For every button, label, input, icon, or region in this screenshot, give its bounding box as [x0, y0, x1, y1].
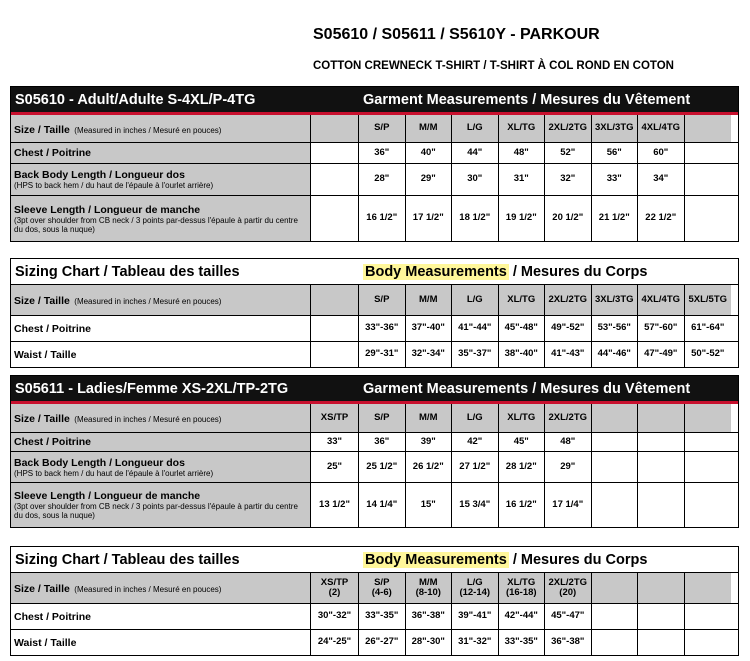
value-cell: 36": [359, 433, 406, 451]
table-row: [11, 433, 738, 452]
size-cell: XL/TG: [499, 285, 546, 315]
value-cell: 20 1/2": [545, 196, 592, 241]
size-cell: 2XL/2TG: [545, 115, 592, 142]
garment-measurements-title: Garment Measurements / Mesures du Vêtement: [363, 91, 691, 108]
size-row-label: Size / Taille (Measured in inches / Mesuré en pouces): [11, 285, 311, 315]
youth-body-header: [11, 547, 738, 573]
value-cell: 48": [499, 143, 546, 163]
value-cell: 37"-40": [406, 316, 453, 341]
value-cell: 50"-52": [691, 348, 725, 360]
table-row: [11, 342, 738, 367]
value-cell: 13 1/2": [311, 483, 359, 527]
chest-row-label: Chest / Poitrine: [11, 316, 311, 341]
value-cell: 45"-48": [499, 316, 546, 341]
value-cell: 44"-46": [592, 342, 639, 367]
value-cell: 41"-43": [545, 342, 592, 367]
value-cell: 22 1/2": [638, 196, 685, 241]
size-row-label: Size / Taille (Measured in inches / Mesuré en pouces): [11, 573, 311, 603]
value-cell: 30"-32": [311, 604, 359, 629]
value-cell: 33"-35": [499, 630, 546, 655]
size-cell: 5XL/5TG: [685, 285, 732, 315]
adult-body-table: [10, 258, 739, 368]
size-cell: 3XL/3TG: [592, 115, 639, 142]
value-cell: 33"-35": [359, 604, 406, 629]
size-cell: L/G (12-14): [452, 573, 499, 603]
value-cell: 39": [406, 433, 453, 451]
size-cell: L/G: [452, 404, 499, 432]
value-cell: 16 1/2": [359, 196, 406, 241]
chest-row-label: Chest / Poitrine: [11, 143, 311, 163]
value-cell: 40": [406, 143, 453, 163]
size-cell: XL/TG (16-18): [499, 573, 546, 603]
table-row: [11, 573, 738, 604]
sizing-chart-title: Sizing Chart / Tableau des tailles: [15, 263, 240, 280]
size-cell: XS/TP: [311, 404, 359, 432]
value-cell: 33"-36": [359, 316, 406, 341]
value-cell: 45"-47": [545, 604, 592, 629]
size-cell: M/M: [406, 115, 453, 142]
size-cell: 4XL/4TG: [638, 285, 685, 315]
table-row: [11, 196, 738, 241]
size-cell: M/M: [406, 404, 453, 432]
value-cell: 49"-52": [545, 316, 592, 341]
value-cell: 26"-27": [359, 630, 406, 655]
table-row: [11, 115, 738, 143]
size-cell: S/P (4-6): [359, 573, 406, 603]
value-cell: 31": [499, 164, 546, 195]
value-cell: 21 1/2": [592, 196, 639, 241]
value-cell: 25": [311, 452, 359, 482]
value-cell: 18 1/2": [452, 196, 499, 241]
table-row: [11, 452, 738, 483]
size-cell: XS/TP (2): [311, 573, 359, 603]
value-cell: 17 1/4": [545, 483, 592, 527]
size-cell: M/M (8-10): [406, 573, 453, 603]
value-cell: 16 1/2": [499, 483, 546, 527]
value-cell: 45": [499, 433, 546, 451]
value-cell: 48": [545, 433, 592, 451]
value-cell: 36": [359, 143, 406, 163]
value-cell: 30": [452, 164, 499, 195]
value-cell: 19 1/2": [499, 196, 546, 241]
value-cell: 28": [359, 164, 406, 195]
value-cell: 31"-32": [452, 630, 499, 655]
value-cell: 35"-37": [452, 342, 499, 367]
value-cell: 41"-44": [452, 316, 499, 341]
waist-row-label: Waist / Taille: [11, 630, 311, 655]
page-subtitle: COTTON CREWNECK T-SHIRT / T-SHIRT À COL ROND EN COTON: [313, 60, 674, 72]
size-row-label: Size / Taille (Measured in inches / Mesuré en pouces): [11, 115, 311, 142]
value-cell: 28 1/2": [499, 452, 546, 482]
chest-row-label: Chest / Poitrine: [11, 604, 311, 629]
value-cell: 34": [638, 164, 685, 195]
table-row: [11, 143, 738, 164]
size-cell: XL/TG: [499, 404, 546, 432]
table-row: [11, 604, 738, 630]
value-cell: 32"-34": [406, 342, 453, 367]
youth-body-table: [10, 546, 739, 656]
sleeve-row-label: Sleeve Length / Longueur de manche (3pt over shoulder from CB neck / 3 points par-dessus l'épaule à partir du centre du dos, sous la nuque): [11, 483, 311, 527]
value-cell: 33": [592, 164, 639, 195]
size-cell: 4XL/4TG: [638, 115, 685, 142]
value-cell: 29"-31": [359, 342, 406, 367]
value-cell: 29": [406, 164, 453, 195]
value-cell: 52": [545, 143, 592, 163]
value-cell: 15 3/4": [452, 483, 499, 527]
adult-body-header: [11, 259, 738, 285]
ladies-garment-table: [10, 375, 739, 528]
value-cell: 39"-41": [452, 604, 499, 629]
size-cell: S/P: [359, 115, 406, 142]
value-cell: 57"-60": [638, 316, 685, 341]
back-row-label: Back Body Length / Longueur dos (HPS to back hem / du haut de l'épaule à l'ourlet arrière): [11, 452, 311, 482]
value-cell: 42"-44": [499, 604, 546, 629]
body-measurements-title: Body Measurements / Mesures du Corps: [365, 263, 648, 280]
size-cell: L/G: [452, 115, 499, 142]
table-row: [11, 630, 738, 655]
size-cell: 3XL/3TG: [592, 285, 639, 315]
value-cell: 44": [452, 143, 499, 163]
garment-measurements-title: Garment Measurements / Mesures du Vêtement: [363, 380, 691, 397]
sleeve-row-label: Sleeve Length / Longueur de manche (3pt over shoulder from CB neck / 3 points par-dessus l'épaule à partir du centre du dos, sous la nuque): [11, 196, 311, 241]
value-cell: 36"-38": [406, 604, 453, 629]
value-cell: 56": [592, 143, 639, 163]
body-measurements-title: Body Measurements / Mesures du Corps: [365, 551, 648, 568]
table-row: [11, 483, 738, 527]
size-cell: 2XL/2TG: [545, 404, 592, 432]
value-cell: 14 1/4": [359, 483, 406, 527]
size-cell: S/P: [359, 404, 406, 432]
chest-row-label: Chest / Poitrine: [11, 433, 311, 451]
value-cell: 47"-49": [638, 342, 685, 367]
value-cell: 33": [311, 433, 359, 451]
adult-garment-header: [11, 87, 738, 115]
size-cell: M/M: [406, 285, 453, 315]
size-row-label: Size / Taille (Measured in inches / Mesuré en pouces): [11, 404, 311, 432]
value-cell: 15": [406, 483, 453, 527]
adult-garment-table: [10, 86, 739, 242]
table-row: [11, 404, 738, 433]
value-cell: 25 1/2": [359, 452, 406, 482]
value-cell: 60": [638, 143, 685, 163]
waist-row-label: Waist / Taille: [11, 342, 311, 367]
size-cell: L/G: [452, 285, 499, 315]
value-cell: 26 1/2": [406, 452, 453, 482]
value-cell: 32": [545, 164, 592, 195]
back-row-label: Back Body Length / Longueur dos (HPS to back hem / du haut de l'épaule à l'ourlet arrière): [11, 164, 311, 195]
value-cell: 17 1/2": [406, 196, 453, 241]
value-cell: 36"-38": [545, 630, 592, 655]
value-cell: 27 1/2": [452, 452, 499, 482]
value-cell: 38"-40": [499, 342, 546, 367]
table-row: [11, 164, 738, 196]
value-cell: 53"-56": [592, 316, 639, 341]
value-cell: 42": [452, 433, 499, 451]
page-title: S05610 / S05611 / S5610Y - PARKOUR: [313, 26, 600, 43]
ladies-garment-header: [11, 376, 738, 404]
size-cell: S/P: [359, 285, 406, 315]
ladies-style-title: S05611 - Ladies/Femme XS-2XL/TP-2TG: [15, 380, 289, 397]
table-row: [11, 316, 738, 342]
value-cell: 61"-64": [691, 322, 725, 334]
table-row: [11, 285, 738, 316]
size-cell: 2XL/2TG: [545, 285, 592, 315]
adult-style-title: S05610 - Adult/Adulte S-4XL/P-4TG: [15, 91, 256, 108]
size-cell: 2XL/2TG (20): [545, 573, 592, 603]
value-cell: 24"-25": [311, 630, 359, 655]
sizing-chart-title: Sizing Chart / Tableau des tailles: [15, 551, 240, 568]
value-cell: 28"-30": [406, 630, 453, 655]
size-cell: XL/TG: [499, 115, 546, 142]
value-cell: 29": [545, 452, 592, 482]
